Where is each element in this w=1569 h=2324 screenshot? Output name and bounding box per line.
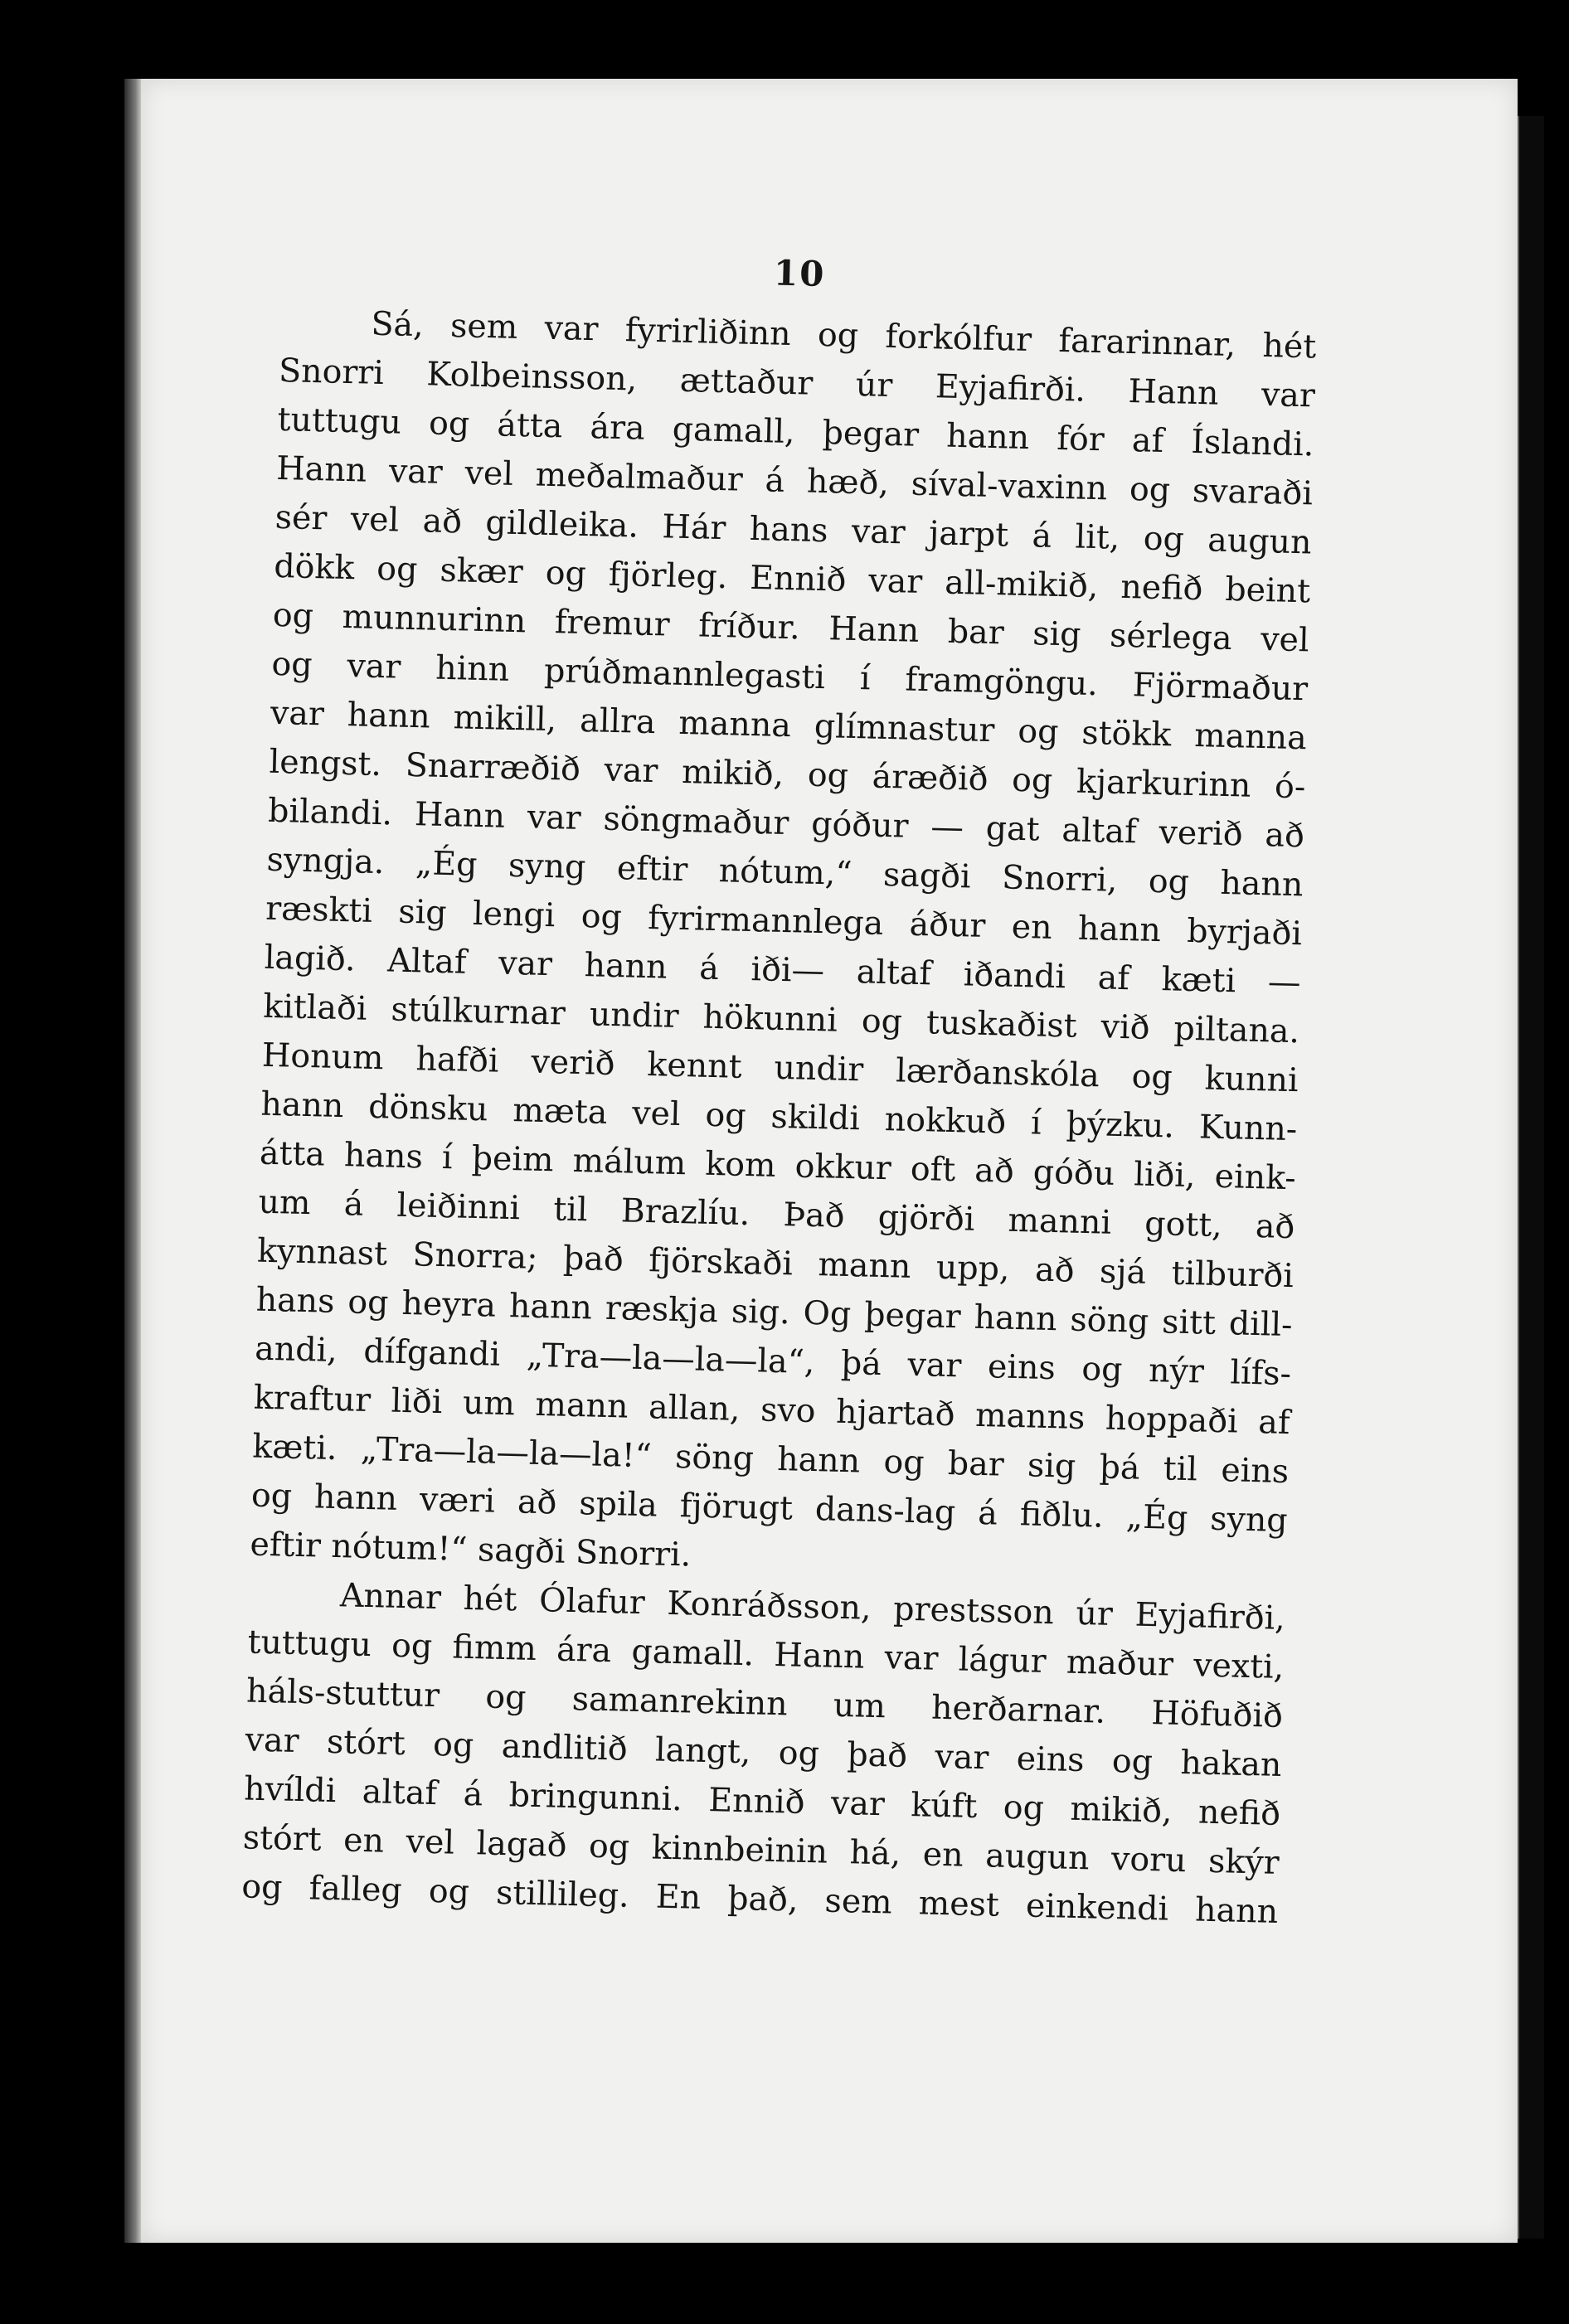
text-line: tuttugu og átta ára gamall, þegar hann fór af Íslandi. — [277, 400, 1314, 464]
text-line: ræskti sig lengi og fyrirmannlega áður en hann byrjaði — [265, 889, 1303, 953]
text-line: og munnurinn fremur fríður. Hann bar sig sérlega vel — [272, 595, 1310, 660]
text-line: dökk og skær og fjörleg. Ennið var all-mikið, nefið beint — [273, 546, 1311, 611]
text-line: kæti. „Tra—la—la—la!“ söng hann og bar sig þá til eins — [251, 1427, 1290, 1492]
text-line: hann dönsku mæta vel og skildi nokkuð í þýzku. Kunn- — [260, 1084, 1298, 1149]
text-line: bilandi. Hann var söngmaður góður — gat altaf verið að — [267, 791, 1305, 856]
text-line: átta hans í þeim málum kom okkur oft að góðu liði, eink- — [259, 1133, 1297, 1198]
page-text-block — [241, 240, 1319, 1937]
page-number: 10 — [773, 252, 827, 295]
text-line: Sá, sem var fyrirliðinn og forkólfur fararinnar, hét — [371, 304, 1317, 366]
text-line: var hann mikill, allra manna glímnastur og stökk manna — [270, 693, 1308, 758]
text-line: sér vel að gildleika. Hár hans var jarpt á lit, og augun — [274, 497, 1313, 562]
text-line: um á leiðinni til Brazlíu. Það gjörði manni gott, að — [258, 1182, 1295, 1247]
text-line: Annar hét Ólafur Konráðsson, prestsson úr Eyjafirði, — [339, 1576, 1286, 1638]
text-line: var stórt og andlitið langt, og það var eins og hakan — [245, 1720, 1282, 1784]
text-line: eftir nótum!“ sagði Snorri. — [250, 1525, 692, 1574]
text-line: og hann væri að spila fjörugt dans-lag á fiðlu. „Ég syng — [250, 1476, 1289, 1540]
text-line: tuttugu og fimm ára gamall. Hann var lágur maður vexti, — [247, 1623, 1285, 1687]
text-line: Honum hafði verið kennt undir lærðanskóla og kunni — [261, 1036, 1299, 1100]
text-line: syngja. „Ég syng eftir nótum,“ sagði Snorri, og hann — [266, 840, 1304, 905]
page-edge — [1518, 116, 1544, 2239]
text-line: lengst. Snarræðið var mikið, og áræðið og kjarkurinn ó- — [269, 742, 1306, 807]
page-spine — [124, 79, 143, 2243]
text-line: kraftur liði um mann allan, svo hjartað manns hoppaði af — [253, 1378, 1291, 1443]
text-line: Snorri Kolbeinsson, ættaður úr Eyjafirði. Hann var — [278, 351, 1316, 415]
text-line: og var hinn prúðmannlegasti í framgöngu. Fjörmaður — [270, 644, 1309, 709]
text-line: andi, dífgandi „Tra—la—la—la“, þá var eins og nýr lífs- — [254, 1329, 1292, 1394]
text-line: hvíldi altaf á bringunni. Ennið var kúft og mikið, nefið — [243, 1769, 1281, 1833]
text-line: og falleg og stillileg. En það, sem mest einkendi hann — [240, 1867, 1279, 1931]
text-line: kynnast Snorra; það fjörskaði mann upp, að sjá tilburði — [256, 1231, 1295, 1296]
text-line: stórt en vel lagað og kinnbeinin há, en augun voru skýr — [242, 1818, 1280, 1882]
text-line: háls-stuttur og samanrekinn um herðarnar. Höfuðið — [245, 1671, 1284, 1736]
paragraph-1 — [250, 298, 1317, 1594]
text-line: hans og heyra hann ræskja sig. Og þegar hann söng sitt dill- — [255, 1280, 1293, 1345]
text-line: kitlaði stúlkurnar undir hökunni og tuskaðist við piltana. — [262, 987, 1300, 1051]
text-line: Hann var vel meðalmaður á hæð, síval-vaxinn og svaraði — [275, 449, 1314, 513]
text-line: lagið. Altaf var hann á iði— altaf iðandi af kæti — — [264, 938, 1302, 1002]
paragraph-2 — [241, 1570, 1286, 1937]
